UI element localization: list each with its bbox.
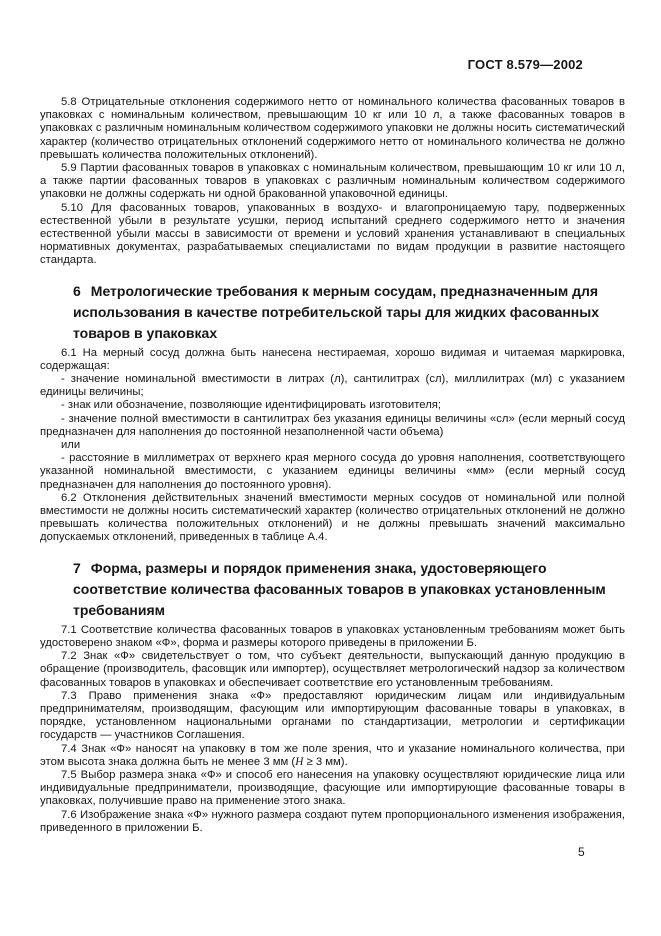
clause-6-1-list-item: - расстояние в миллиметрах от верхнего края мерного сосуда до уровня наполнения, соответствующего указанной номинальной вместимости, с указанием единицы величины «мм» (если мерный сосуд предназначен для наполнения до постоянного уровня). bbox=[40, 452, 625, 491]
clause-7-1: 7.1 Соответствие количества фасованных товаров в упаковках установленным требованиям может быть удостоверено знаком «Ф», форма и размеры которого приведены в приложении Б. bbox=[40, 623, 625, 649]
clause-7-4-text: 7.4 Знак «Ф» наносят на упаковку в том же поле зрения, что и указание номинального количества, при этом высота знака должна быть не менее 3 мм ( bbox=[40, 742, 625, 768]
clause-5-9: 5.9 Партии фасованных товаров в упаковках с номинальным количеством, превышающим 10 кг или 10 л, а также партии фасованных товаров в упаковках с различным номинальным количеством содержимого упаковки не должны содержать ни одной бракованной упаковочной единицы. bbox=[40, 162, 625, 201]
clause-6-1-list-connector: или bbox=[61, 439, 81, 452]
section-7-title: Форма, размеры и порядок применения знака, удостоверяющего соответствие количества фасованных товаров в упаковках установленным требованиям bbox=[73, 559, 606, 618]
clause-7-2: 7.2 Знак «Ф» свидетельствует о том, что субъект деятельности, выпускающий данную продукцию в обращение (производитель, фасовщик или импортер), осуществляет метрологический надзор за количеством фасованных товаров в упаковках и обеспечивает соответствие его установленным требованиям. bbox=[40, 650, 625, 689]
section-6-heading bbox=[73, 281, 625, 344]
section-6-title: Метрологические требования к мерным сосудам, предназначенным для использования в качестве потребительской тары для жидких фасованных товаров в упаковках bbox=[73, 282, 599, 341]
clause-7-5: 7.5 Выбор размера знака «Ф» и способ его нанесения на упаковку осуществляют юридические лица или индивидуальные предприниматели, производящие, фасующие или импортирующие фасованные товары в упаковках, получившие право на применение этого знака. bbox=[40, 768, 625, 808]
clause-5-8: 5.8 Отрицательные отклонения содержимого нетто от номинального количества фасованных товаров в упаковках с номинальным количеством, превышающим 10 кг или 10 л, а также фасованных товаров в упаковках с различным номинальным количеством содержимого упаковки не должны носить систематический характер (количество отрицательных отклонений содержимого нетто от номинального количества не должно превышать количества положительных отклонений). bbox=[40, 96, 625, 161]
clause-6-1-list-item: - значение номинальной вместимости в литрах (л), сантилитрах (сл), миллилитрах (мл) с указанием единицы величины; bbox=[40, 373, 625, 399]
document-body bbox=[40, 96, 625, 835]
clause-7-4-text-end: ≥ 3 мм). bbox=[303, 755, 348, 768]
section-7-heading bbox=[73, 558, 625, 621]
section-6-number: 6 bbox=[73, 282, 81, 299]
clause-6-2: 6.2 Отклонения действительных значений вместимости мерных сосудов от номинальной или полной вместимости не должны носить систематический характер (количество отрицательных отклонений не должно превышать количества положительных отклонений) и не должны превышать значений максимально допускаемых отклонений, приведенных в таблице А.4. bbox=[40, 491, 625, 544]
clause-7-6: 7.6 Изображение знака «Ф» нужного размера создают путем пропорционального изменения изображения, приведенного в приложении Б. bbox=[40, 808, 625, 834]
doc-number-header: ГОСТ 8.579—2002 bbox=[467, 57, 583, 72]
clause-6-1: 6.1 На мерный сосуд должна быть нанесена нестираемая, хорошо видимая и читаемая маркировка, содержащая: bbox=[40, 346, 625, 372]
clause-5-10: 5.10 Для фасованных товаров, упакованных в воздухо- и влагопроницаемую тару, подверженных естественной убыли в результате усушки, период испытаний среднего содержимого нетто и значения естественной убыли массы в зависимости от времени и условий хранения устанавливают в специальных нормативных документах, разрабатываемых специалистами по видам продукции в развитие настоящего стандарта. bbox=[40, 201, 625, 267]
clause-6-1-list-item: - знак или обозначение, позволяющие идентифицировать изготовителя; bbox=[61, 399, 442, 412]
clause-6-1-list-item: - значение полной вместимости в сантилитрах без указания единицы величины «сл» (если мерный сосуд предназначен для наполнения до постоянной незаполненной части объема) bbox=[40, 412, 625, 438]
section-7-number: 7 bbox=[73, 559, 81, 576]
clause-7-3: 7.3 Право применения знака «Ф» предоставляют юридическим лицам или индивидуальным предпринимателям, производящим, фасующим или импортирующим фасованные товары в упаковках, в порядке, установленном национальными органами по стандартизации, метрологии и сертификации государств — участников Соглашения. bbox=[40, 689, 625, 742]
height-variable: H bbox=[295, 755, 304, 768]
clause-7-4 bbox=[40, 743, 625, 769]
page-number: 5 bbox=[578, 845, 585, 859]
